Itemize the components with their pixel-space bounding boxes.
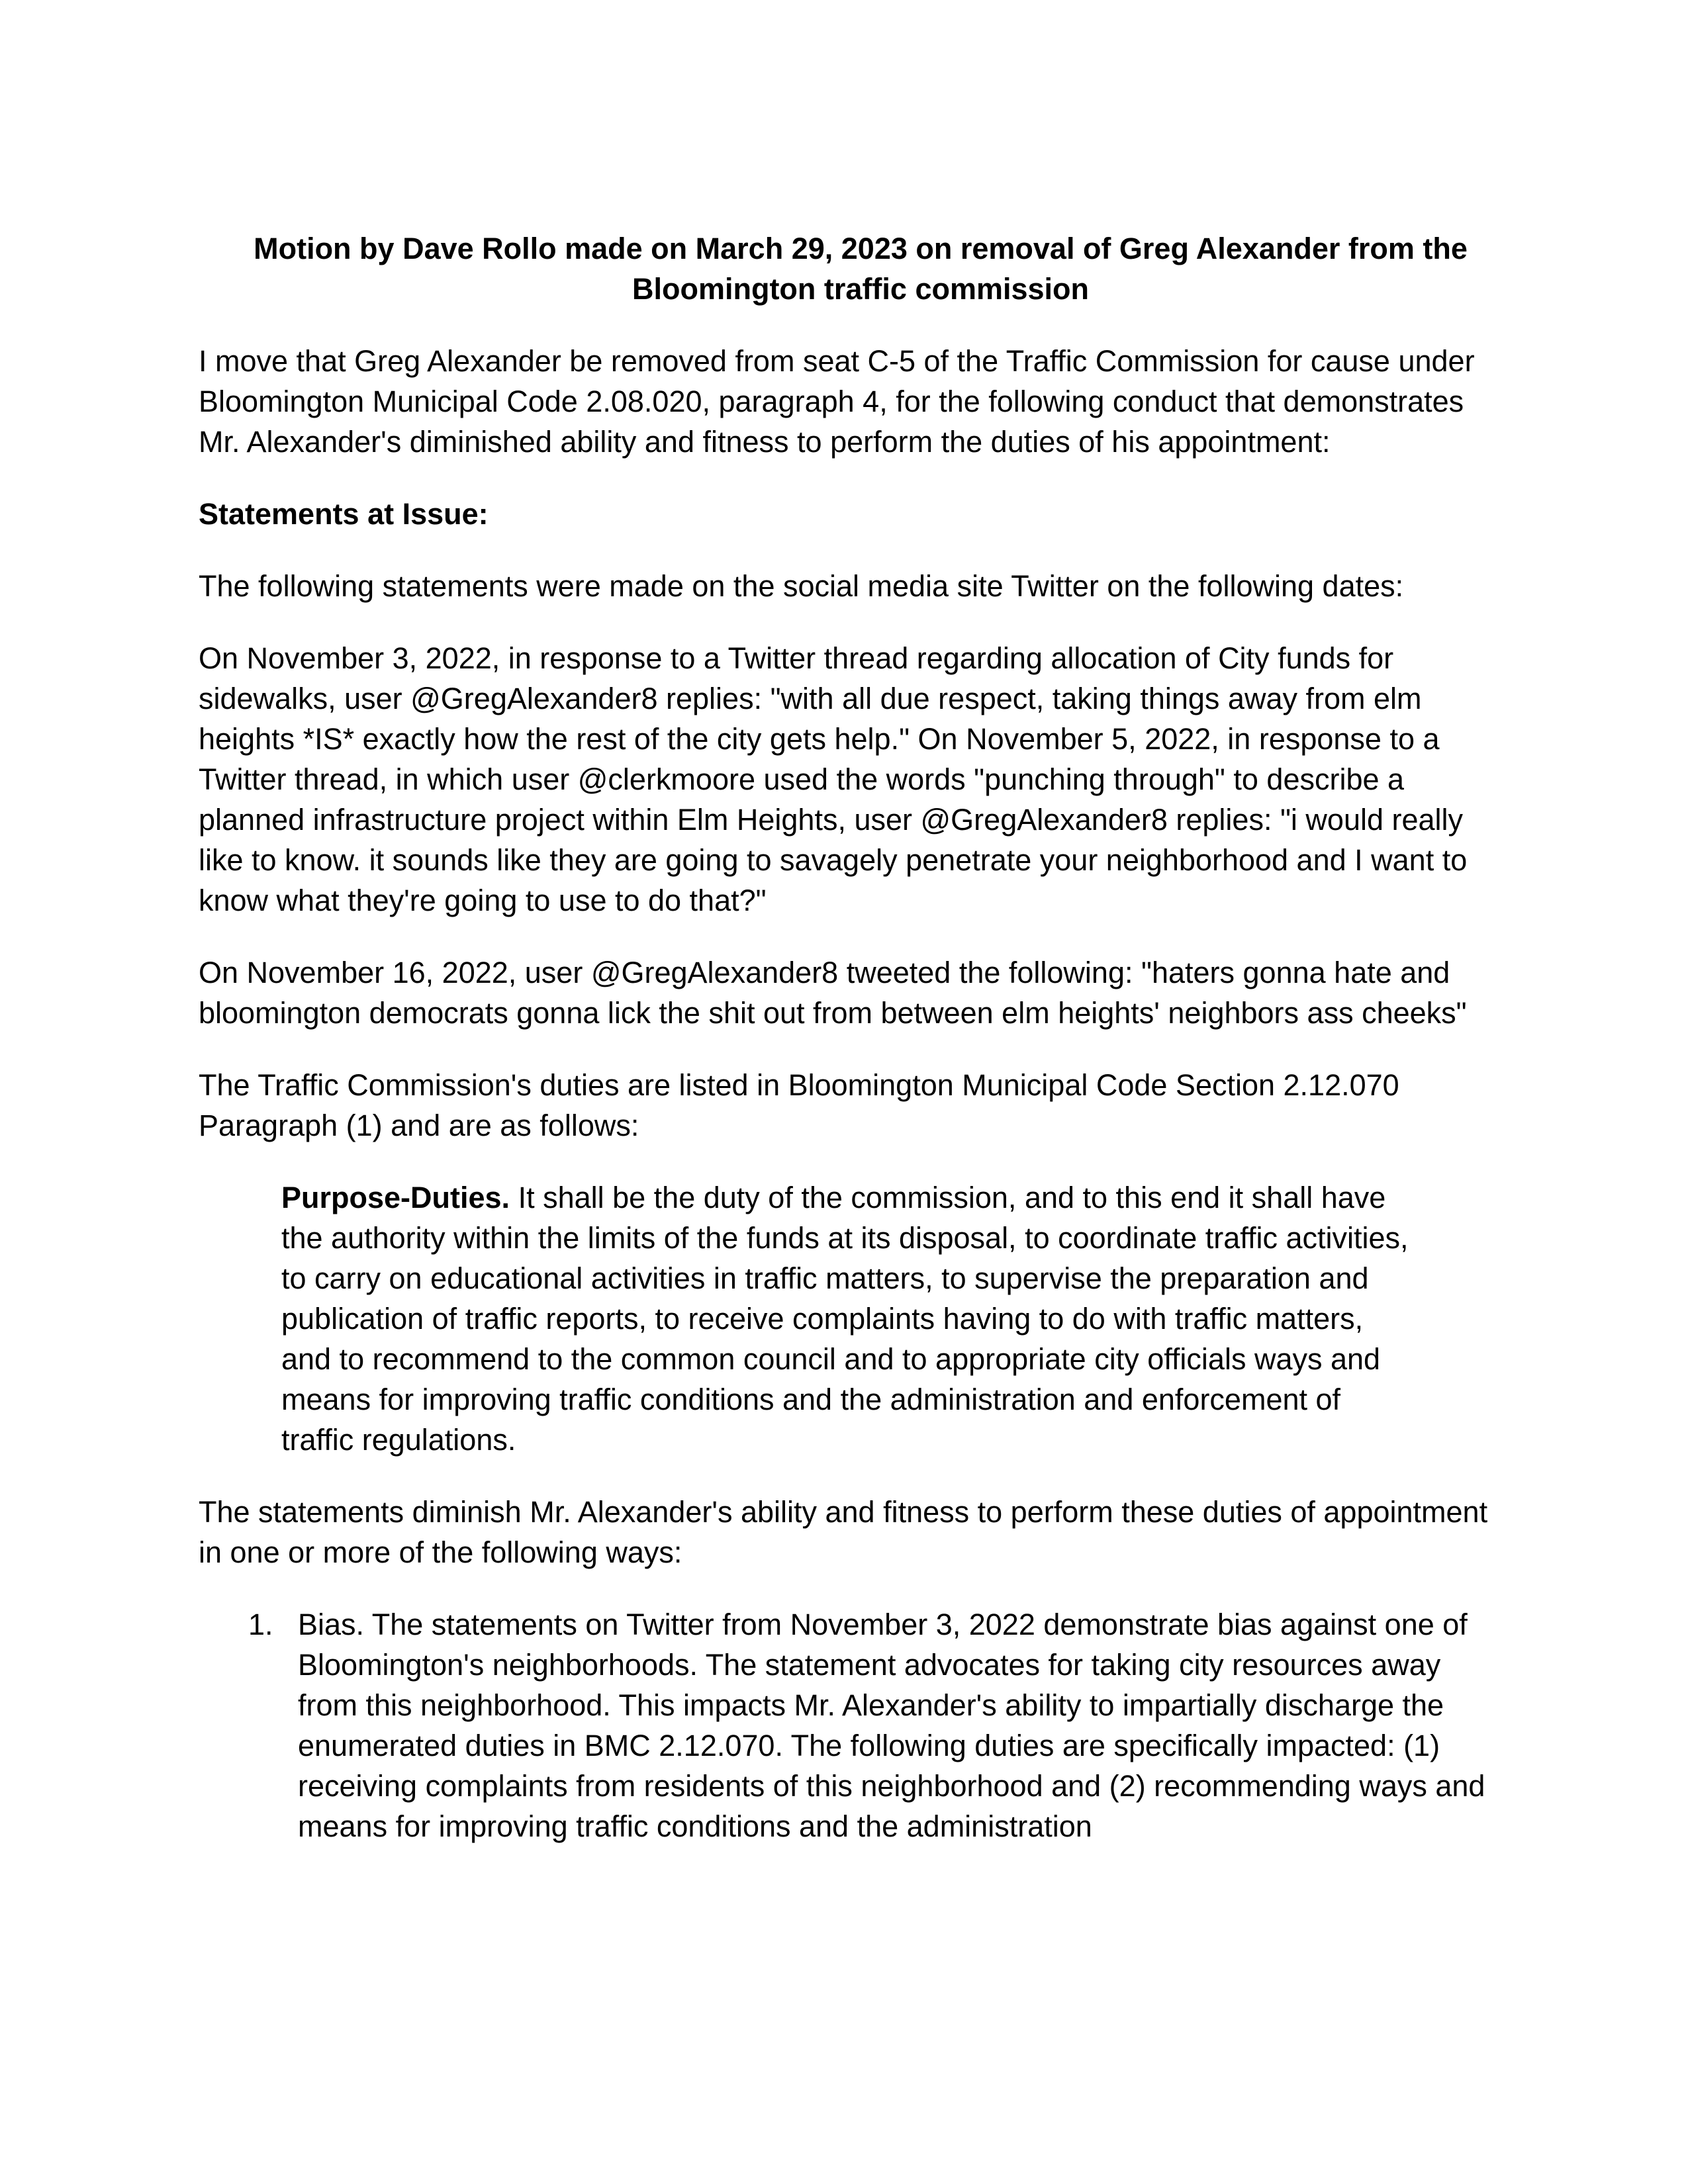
motion-intro-paragraph: I move that Greg Alexander be removed from seat C-5 of the Traffic Commission for cause under Bloomington Municipal Code 2.08.020, paragraph 4, for the following conduct that demonstrates Mr. Alexander's diminished ability and fitness to perform the duties of his appointment: [199,344,1475,459]
duties-intro-paragraph: The Traffic Commission's duties are listed in Bloomington Municipal Code Section 2.12.070 Paragraph (1) and are as follows: [199,1068,1399,1142]
list-item [199,1604,1496,1846]
document-body [199,228,1496,1846]
statements-intro-paragraph: The following statements were made on the social media site Twitter on the following dates: [199,569,1404,603]
duties-quote-text: It shall be the duty of the commission, and to this end it shall have the authority within the limits of the funds at its disposal, to coordinate traffic activities, to carry on educational activities in traffic matters, to supervise the preparation and publication of traffic reports, to receive complaints having to do with traffic matters, and to recommend to the common council and to appropriate city officials ways and means for improving traffic conditions and the administration and enforcement of traffic regulations. [281,1181,1409,1457]
duties-quote-lead: Purpose-Duties. [281,1181,510,1214]
document-title: Motion by Dave Rollo made on March 29, 2023 on removal of Greg Alexander from the Bloomington traffic commission [254,232,1468,306]
statement-paragraph-november-3-5: On November 3, 2022, in response to a Twitter thread regarding allocation of City funds for sidewalks, user @GregAlexander8 replies: "with all due respect, taking things away from elm heights *IS* exactly how the rest of the city gets help." On November 5, 2022, in response to a Twitter thread, in which user @clerkmoore used the words "punching through" to describe a planned infrastructure project within Elm Heights, user @GregAlexander8 replies: "i would really like to know. it sounds like they are going to savagely penetrate your neighborhood and I want to know what they're going to use to do that?" [199,641,1468,917]
list-item-text: Bias. The statements on Twitter from November 3, 2022 demonstrate bias against one of Bloomington's neighborhoods. The statement advocates for taking city resources away from this neighborhood. This impacts Mr. Alexander's ability to impartially discharge the enumerated duties in BMC 2.12.070. The following duties are specifically impacted: (1) receiving complaints from residents of this neighborhood and (2) recommending ways and means for improving traffic conditions and the administration [298,1608,1485,1843]
list-item-number: 1. [248,1608,273,1641]
statements-heading: Statements at Issue: [199,497,489,531]
reasons-list [199,1604,1496,1846]
duties-quote [281,1177,1420,1460]
statement-paragraph-november-16: On November 16, 2022, user @GregAlexander8 tweeted the following: "haters gonna hate and bloomington democrats gonna lick the shit out from between elm heights' neighbors ass cheeks" [199,956,1467,1030]
ways-intro-paragraph: The statements diminish Mr. Alexander's ability and fitness to perform these duties of appointment in one or more of the following ways: [199,1495,1488,1569]
